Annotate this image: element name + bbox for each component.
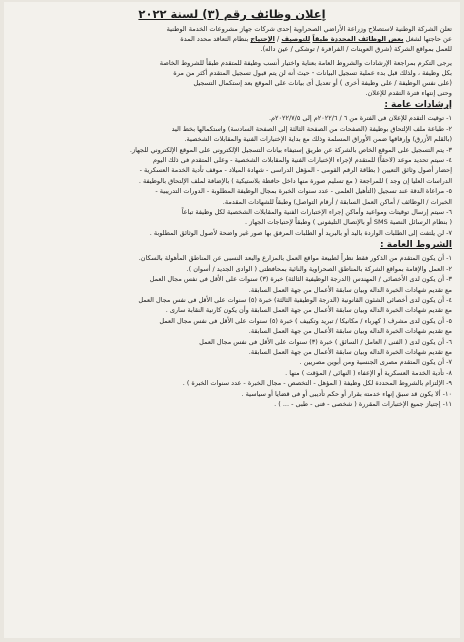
- intro-paragraph: [12, 24, 452, 55]
- condition-item: ٥- أن يكون لدى مشرف ( كهرباء / مكانيكا / تبريد وتكييف ) خبرة (٥) سنوات على الأقل فى نفس مجال العمل: [159, 316, 452, 325]
- conditions-list: [12, 253, 452, 409]
- instruction-item: (بالقلم الأزرق) وإرفاقها ضمن الأوراق المسلمة وذلك مع بداية الإختبارات الفنية والمقابلات الشخصية.: [184, 135, 452, 144]
- condition-item: ٨- تأدية الخدمة العسكرية أو الإعفاء ( النهائى / المؤقت ) منها .: [285, 368, 452, 377]
- intro-line: للعمل بمواقع الشركة (شرق العوينات / الفرافرة / توشكى / عين داله).: [260, 45, 452, 54]
- condition-item: ١٠- ألا يكون قد سبق إنهاء خدمته بقرار أو حكم تأديبى أو فى قضايا أو سياسية .: [241, 389, 452, 398]
- instruction-item: ١- توقيت التقدم للإعلان فى الفترة من ٦ / ٢٠٢٢/٦م إلى ٢٠٢٢/٧/٥م.: [268, 114, 452, 123]
- instruction-item: إحضار أصول وثائق التعيين ( بطاقة الرقم القومى - المؤهل الدراسى - شهادة الميلاد - موقف تأدية الخدمة العسكرية -: [139, 166, 452, 175]
- instructions-list: [12, 113, 452, 238]
- instruction-item: ٦- سيتم إرسال توقيتات ومواعيد وأماكن إجراء الإختبارات الفنية والمقابلات الشخصية لكل وظيفة تباعاً: [181, 208, 452, 217]
- notice-line: بكل وظيفة ، ولذلك قبل بدء عملية تسجيل البيانات - حيث أنه لن يتم قبول تسجيل المتقدم أكثر من مرة: [173, 68, 452, 77]
- condition-item: مع تقديم شهادات الخبرة الداله وبيان سابقة الأعمال من جهة العمل السابقة.: [248, 347, 452, 356]
- condition-item: مع تقديم شهادات الخبرة الداله وبيان سابقة الأعمال من جهة العمل السابقة.: [248, 327, 452, 336]
- condition-item: مع تقديم شهادات الخبرة الداله وبيان سابقة الأعمال من جهة العمل السابقة وأن يكون كارنية النقابة سارى .: [165, 306, 452, 315]
- instruction-item: ٣- يتم التسجيل على الموقع الخاص بالشركة عن طريق إستيفاء بيانات التسجيل الإلكترونى على الموقع الإلكتروني للجهاز.: [129, 145, 452, 154]
- condition-item: ٩- الإلتزام بالشروط المحددة لكل وظيفة ( المؤهل - التخصص - مجال الخبرة - عدد سنوات الخبرة ) .: [182, 379, 452, 388]
- condition-item: ٣- أن يكون لدى الأخصائى / المهندس (الدرجة الوظيفية الثالثة) خبرة (٣) سنوات على الأقل فى نفس مجال العمل: [149, 275, 452, 284]
- instruction-item: ( بنظام الرسائل النصية SMS أو بالإتصال التليفونى ) وطبقاً لإحتياجات الجهاز .: [245, 218, 452, 227]
- intro-line: عن حاجتها لشغل بعض الوظائف المحددة طبقاً للتوصيف / الإحتياج بنظام التعاقد محدد المدة: [180, 35, 452, 44]
- instructions-heading: إرشادات عامة :: [384, 100, 452, 111]
- intro-fragment: بنظام التعاقد محدد المدة: [180, 35, 249, 44]
- notice-line: وحتى إنتهاء فترة التقدم للإعلان.: [365, 89, 452, 98]
- instruction-item: ٧- لن يلتفت إلى الطلبات الواردة باليد أو بالبريد أو الطلبات المرفق بها صور غير واضحة لأصول الوثائق المطلوبة .: [149, 228, 452, 237]
- notice-paragraph: [12, 58, 452, 99]
- instruction-item: الخبرات / الوظائف / أماكن العمل السابقة / أرقام التواصل) وطبقاً للشهادات المقدمة.: [222, 197, 452, 206]
- condition-item: ٧- أن يكون المتقدم مصرى الجنسية ومن أبوين مصريين .: [299, 358, 452, 367]
- announcement-title: إعلان وظائف رقم (٣) لسنة ٢٠٢٢: [138, 7, 326, 21]
- notice-line: (على نفس الوظيفة / على وظيفة أخرى ) أو تعديل أى بيانات على الموقع بعد إستكمال التسجيل: [193, 79, 452, 88]
- intro-fragment: عن حاجتها لشغل: [405, 35, 452, 44]
- intro-highlight: الإحتياج: [250, 35, 275, 44]
- conditions-heading: الشروط العامة :: [380, 240, 452, 251]
- condition-item: مع تقديم شهادات الخبرة الداله وبيان سابقة الأعمال من جهة العمل السابقة.: [248, 285, 452, 294]
- intro-highlight: بعض الوظائف المحددة طبقاً: [312, 35, 404, 44]
- notice-line: يرجى التكرم بمراجعة الإرشادات والشروط العامة بعناية واختيار أنسب وظيفة للمتقدم طبقاً للشروط الخاصة: [159, 58, 452, 67]
- instruction-item: ٢- طباعة ملف الإلتحاق بوظيفة (الصفحات من الصفحة الثالثة إلى الصفحة السادسة) واستكمالها بخط اليد: [171, 124, 452, 133]
- condition-item: ٦- أن يكون لدى ( الفنى / العامل / السائق ) خبرة (٣) سنوات على الأقل فى نفس مجال العمل: [199, 337, 452, 346]
- job-announcement-page: [4, 2, 460, 638]
- condition-item: ١- أن يكون المتقدم من الذكور فقط نظراً لطبيعة مواقع العمل بالمزارع والبعد النسبى عن المناطق المأهولة بالسكان.: [138, 254, 452, 263]
- instruction-item: الدراسات العليا إن وجد ) للمراجعة ( مع تسليم صورة منها داخل حافظة بلاستيكية ) بالإضافة لملف الإلتحاق بالوظيفة .: [138, 176, 452, 185]
- intro-highlight: للتوصيف: [281, 35, 311, 44]
- condition-item: ٤- أن يكون لدى أخصائى الشئون القانونية (الدرجة الوظيفية الثالثة) خبرة (٥) سنوات على الأقل فى نفس مجال العمل: [138, 295, 452, 304]
- instruction-item: ٥- مراعاة الدقة عند تسجيل (التأهيل العلمى - عدد سنوات الخبرة بمجال الوظيفة المطلوبة - الدورات التدريبية -: [155, 187, 452, 196]
- instruction-item: ٤- سيتم تحديد موعد (لاحقاً) للمتقدم لإجراء الإختبارات الفنية والمقابلات الشخصية - وعلى المتقدم فى ذلك اليوم: [153, 156, 452, 165]
- condition-item: ٢- العمل والإقامة بمواقع الشركة بالمناطق الصحراوية والنائية بمحافظتى ( الوادى الجديد / أسوان ).: [186, 264, 452, 273]
- intro-line: تعلن الشركة الوطنية لاستصلاح وزراعة الأراضي الصحراوية إحدى شركات جهاز مشروعات الخدمة الوطنية: [166, 25, 452, 33]
- condition-item: ١١- إجتياز جميع الإختبارات المقررة ( شخصى - فنى - طبى - ... ) .: [274, 399, 452, 408]
